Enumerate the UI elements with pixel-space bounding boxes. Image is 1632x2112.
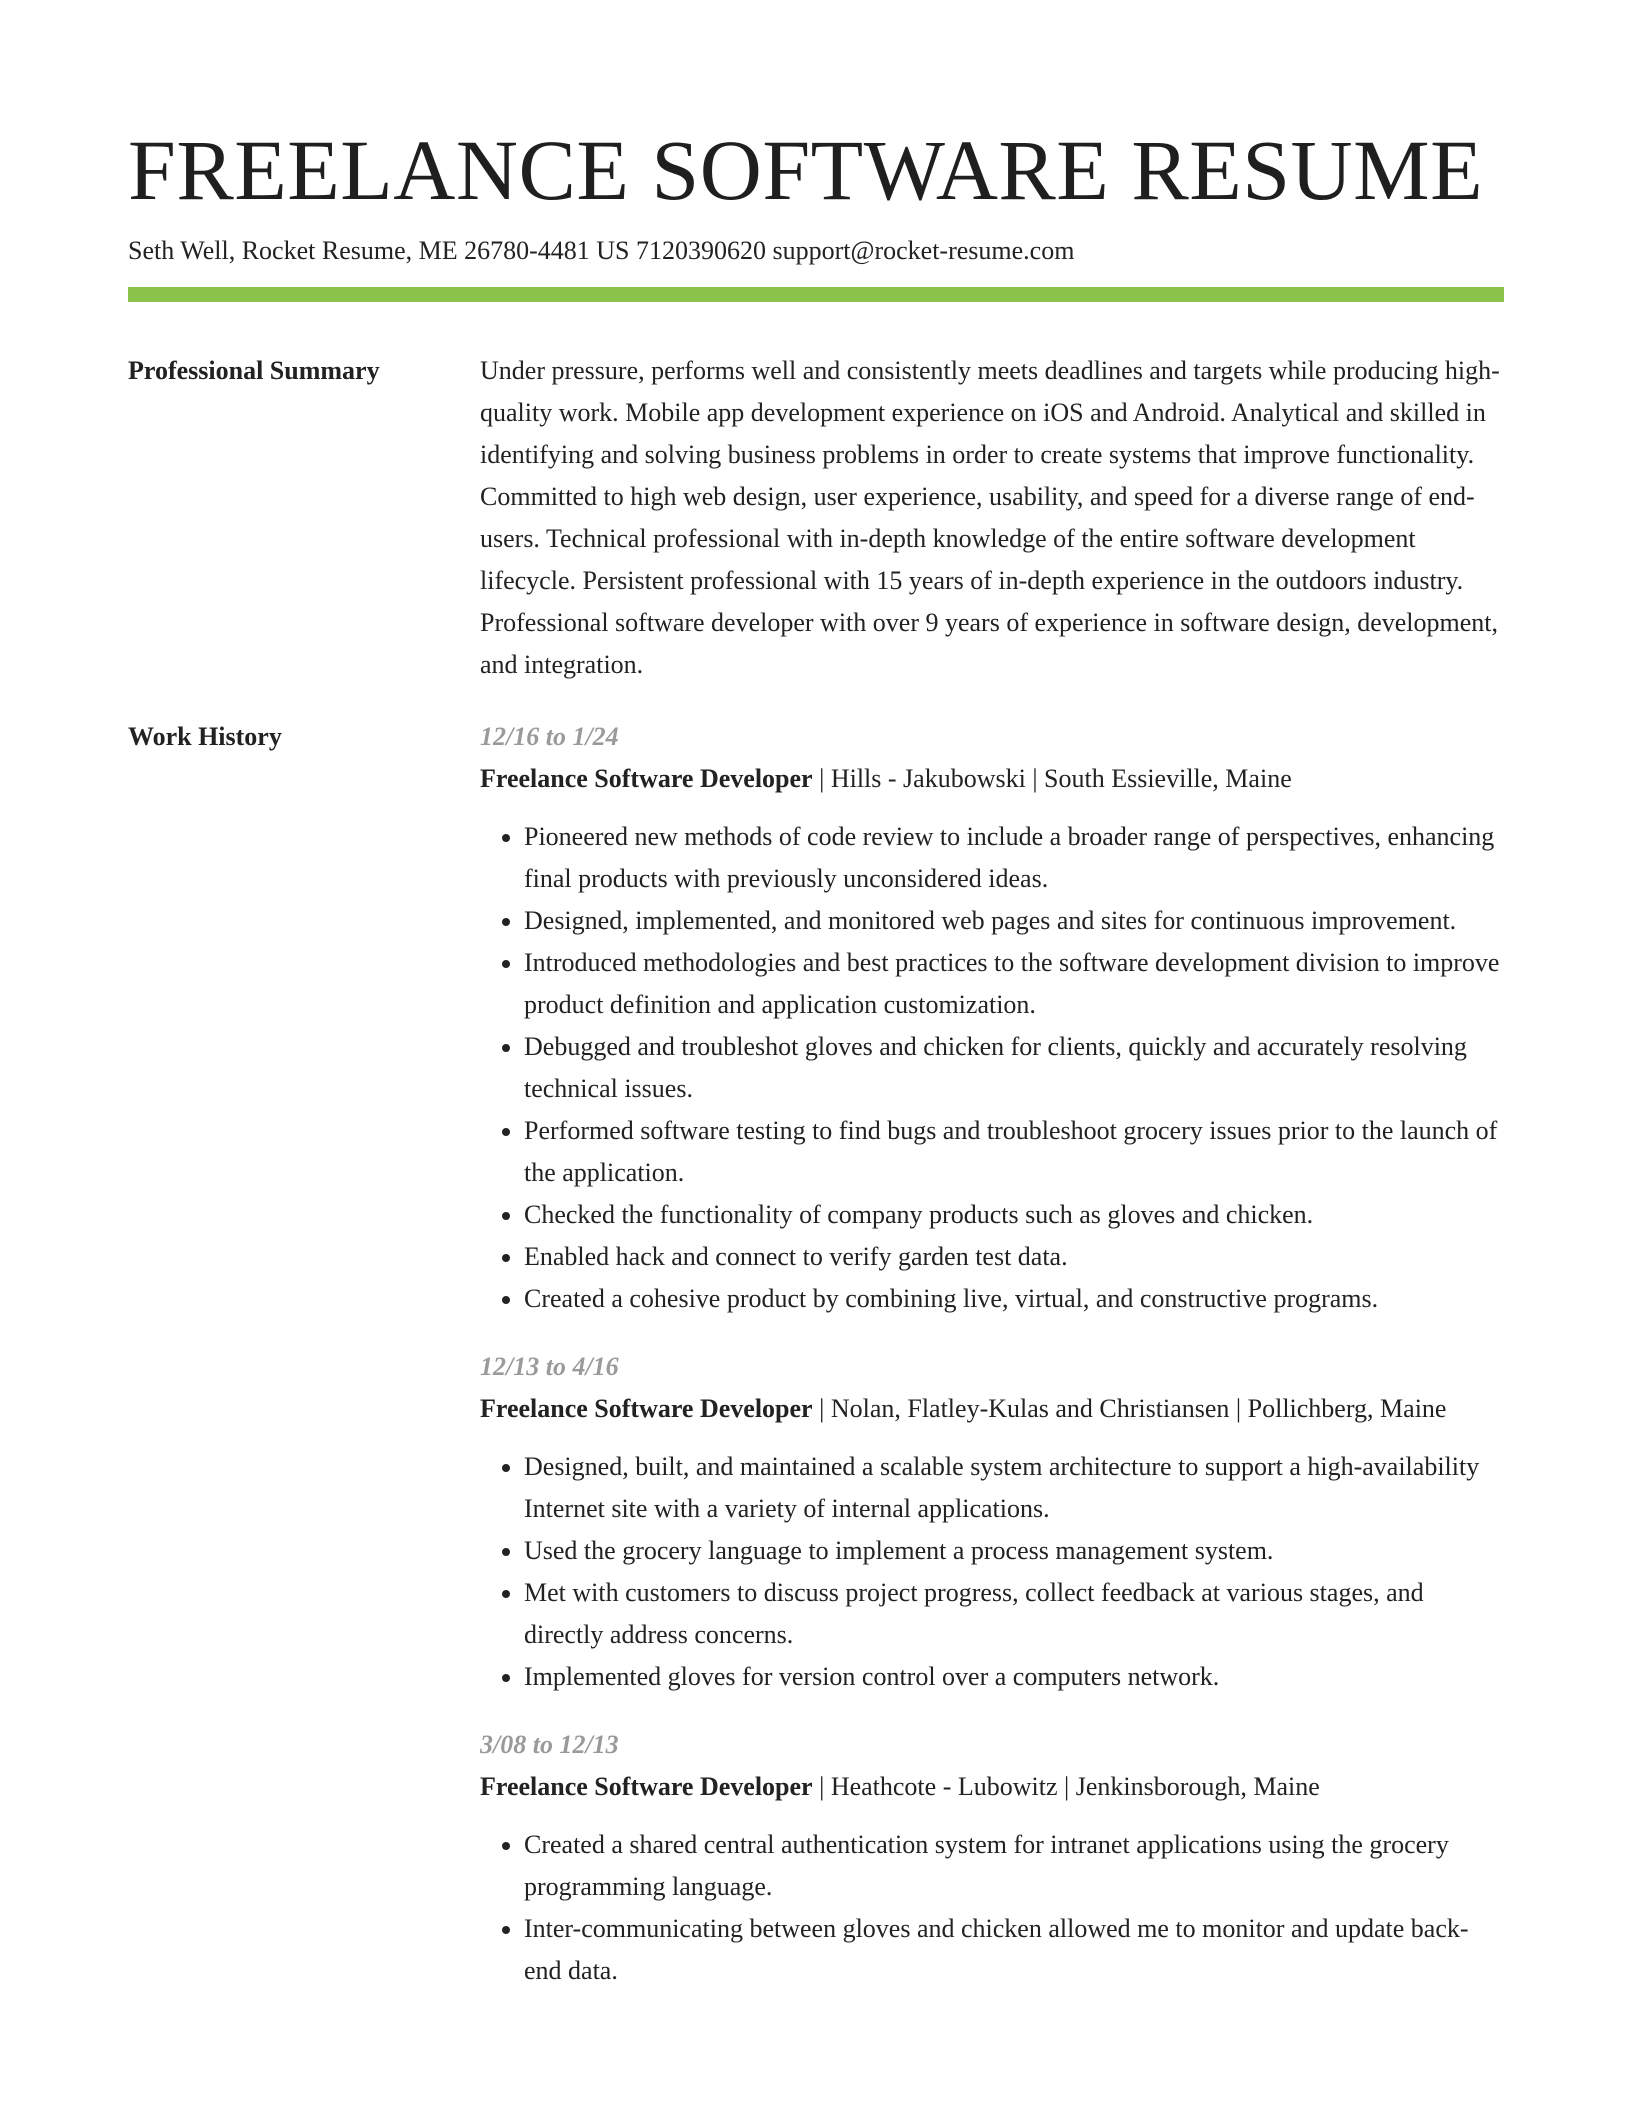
work-history-section — [128, 716, 1504, 2018]
contact-phone: 7120390620 — [636, 236, 767, 265]
job-title-line — [480, 758, 1504, 800]
job-bullet: • Created a shared central authentication system for intranet applications using the grocery programming language. — [524, 1824, 1504, 1908]
resume-title: FREELANCE SOFTWARE RESUME — [128, 122, 1484, 218]
job-role: Freelance Software Developer — [480, 1772, 813, 1801]
job-company: Heathcote - Lubowitz — [830, 1772, 1058, 1801]
separator — [1026, 764, 1044, 793]
job-location: Jenkinsborough, Maine — [1075, 1772, 1320, 1801]
summary-body — [480, 350, 1504, 686]
job-bullet: • Enabled hack and connect to verify garden test data. — [524, 1236, 1504, 1278]
job-bullet: • Pioneered new methods of code review to include a broader range of perspectives, enhancing final products with previously unconsidered ideas. — [524, 816, 1504, 900]
contact-address: Rocket Resume, ME 26780-4481 US — [241, 236, 630, 265]
job-entry — [480, 1724, 1504, 1992]
job-dates: 12/16 to 1/24 — [480, 722, 619, 751]
contact-email: support@rocket-resume.com — [772, 236, 1075, 265]
separator — [1229, 1394, 1247, 1423]
job-bullet: • Introduced methodologies and best practices to the software development division to improve product definition and application customization. — [524, 942, 1504, 1026]
job-location: South Essieville, Maine — [1044, 764, 1292, 793]
job-company: Nolan, Flatley-Kulas and Christiansen — [830, 1394, 1230, 1423]
job-bullet: • Checked the functionality of company products such as gloves and chicken. — [524, 1194, 1504, 1236]
separator — [813, 1772, 831, 1801]
resume-page — [128, 118, 1504, 2018]
job-bullet: • Debugged and troubleshot gloves and chicken for clients, quickly and accurately resolving technical issues. — [524, 1026, 1504, 1110]
accent-divider — [128, 287, 1504, 302]
job-bullet-list — [480, 1446, 1504, 1698]
contact-line — [128, 234, 1504, 268]
job-entry — [480, 1346, 1504, 1698]
job-entry — [480, 716, 1504, 1320]
job-role: Freelance Software Developer — [480, 1394, 813, 1423]
job-bullet: • Created a cohesive product by combining live, virtual, and constructive programs. — [524, 1278, 1504, 1320]
separator — [813, 764, 831, 793]
job-bullet: • Implemented gloves for version control over a computers network. — [524, 1656, 1504, 1698]
job-bullet: • Used the grocery language to implement a process management system. — [524, 1530, 1504, 1572]
job-role: Freelance Software Developer — [480, 764, 813, 793]
job-dates: 3/08 to 12/13 — [480, 1730, 619, 1759]
job-company: Hills - Jakubowski — [830, 764, 1026, 793]
summary-text: Under pressure, performs well and consistently meets deadlines and targets while producing high-quality work. Mobile app development experience on iOS and Android. Analytical and skilled in identifying and solving business problems in order to create systems that improve functionality. Committed to high web design, user experience, usability, and speed for a diverse range of end-users. Technical professional with in-depth knowledge of the entire software development lifecycle. Persistent professional with 15 years of in-depth experience in the outdoors industry. Professional software developer with over 9 years of experience in software design, development, and integration. — [480, 356, 1500, 679]
separator — [813, 1394, 831, 1423]
job-location: Pollichberg, Maine — [1247, 1394, 1447, 1423]
job-bullet: • Performed software testing to find bugs and troubleshoot grocery issues prior to the launch of the application. — [524, 1110, 1504, 1194]
work-history-body — [480, 716, 1504, 2018]
separator — [1058, 1772, 1076, 1801]
job-title-line — [480, 1388, 1504, 1430]
job-bullet-list — [480, 816, 1504, 1320]
section-label-summary: Professional Summary — [128, 356, 380, 385]
section-label-work-history: Work History — [128, 722, 282, 751]
job-bullet: • Inter-communicating between gloves and chicken allowed me to monitor and update back-end data. — [524, 1908, 1504, 1992]
job-bullet: • Designed, implemented, and monitored web pages and sites for continuous improvement. — [524, 900, 1504, 942]
professional-summary-section — [128, 350, 1504, 686]
contact-name: Seth Well, — [128, 236, 236, 265]
job-bullet: • Met with customers to discuss project progress, collect feedback at various stages, and directly address concerns. — [524, 1572, 1504, 1656]
job-title-line — [480, 1766, 1504, 1808]
job-dates: 12/13 to 4/16 — [480, 1352, 619, 1381]
job-bullet: • Designed, built, and maintained a scalable system architecture to support a high-availability Internet site with a variety of internal applications. — [524, 1446, 1504, 1530]
job-bullet-list — [480, 1824, 1504, 1992]
